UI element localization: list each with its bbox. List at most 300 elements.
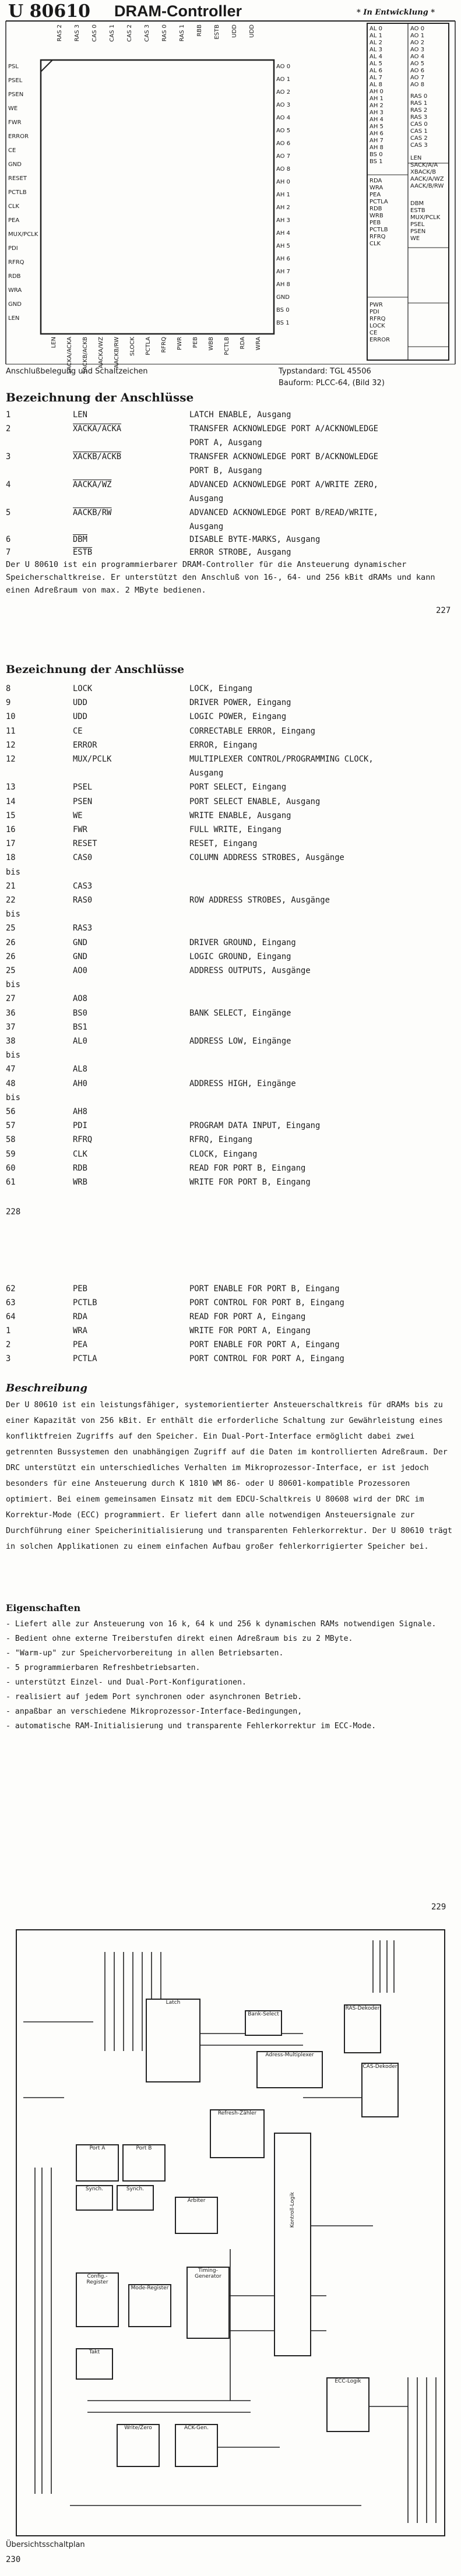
- pin-label: RAS 1: [410, 100, 428, 107]
- pin-label: PCTLA: [369, 199, 388, 205]
- signal-name: RFRQ: [73, 1135, 93, 1145]
- control-logic-block: Kontroll-Logik: [274, 2133, 311, 2356]
- signal-description: RESET, Eingang: [189, 839, 258, 849]
- pin-label: AH 6: [369, 131, 383, 137]
- signal-description: LOGIC POWER, Eingang: [189, 712, 287, 722]
- table-row: [0, 1296, 461, 1310]
- symbol-right-outputs: [410, 26, 449, 242]
- address-mux-block: Adress-Multiplexer: [256, 2051, 323, 2088]
- pins-top: [57, 22, 267, 60]
- pin-label: PEB: [369, 220, 381, 226]
- ack-generator-block: ACK-Gen.: [175, 2424, 218, 2467]
- pin-number: 62: [6, 1284, 16, 1294]
- signal-name: PCTLB: [73, 1298, 97, 1308]
- signal-description: PORT ENABLE FOR PORT A, Eingang: [189, 1340, 340, 1349]
- signal-description: LOCK, Eingang: [189, 684, 252, 693]
- signal-description: ADDRESS OUTPUTS, Ausgänge: [189, 966, 311, 975]
- pin-label: CE: [8, 147, 16, 154]
- pin-label: LEN: [8, 315, 20, 322]
- table-row: [0, 696, 461, 710]
- pin-label: AH 2: [369, 103, 383, 109]
- pin-label: AL 6: [369, 68, 382, 74]
- timing-generator-block: Timing-Generator: [186, 2267, 230, 2339]
- pin-label: AH 8: [369, 145, 383, 151]
- table-row: [0, 1133, 461, 1147]
- pin-label: PSEL: [8, 77, 23, 84]
- pin-number: 1: [6, 1326, 11, 1335]
- table-row: [0, 1091, 461, 1105]
- signal-description: DRIVER GROUND, Eingang: [189, 938, 296, 947]
- pin-label: AO 8: [276, 166, 291, 172]
- pin-label: AO 4: [276, 115, 291, 121]
- signal-description: DRIVER POWER, Eingang: [189, 698, 291, 708]
- description-paragraph: Der U 80610 ist ein leistungsfähiger, systemorientierter Ansteuerschaltkreis für dRAMs bis zu einer Kapazität von 256 kBit. Er enthält die erforderliche Schaltung zur Gewährleistung eines konfliktfreien Zugriffs auf den Speicher. Ein Dual-Port-Interface ermöglicht dabei zwei getrennten Bussystemen den unabhängigen Zugriff auf die Daten im kontrollierten Adreßraum. Der DRC unterstützt ein unterschiedliches Verhalten im Mikroprozessor-Interface, er ist jedoch besonders für eine Ansteuerung durch K 1810 WM 86- oder U 80601-kompatible Prozessoren optimiert. Bei einem gemeinsamen Einsatz mit dem EDCU-Schaltkreis U 80608 wird der DRC im Korrektur-Mode (ECC) programmiert. Er liefert dann alle notwendigen Ansteuersignale zur Durchführung einer Speicherinitialisierung und transparenten Fehlerkorrektur. Der U 80610 trägt in solchen Applikationen zu einem einfachen Aufbau großer fehlerkorrigierter Speicher bei.: [6, 1401, 452, 1551]
- pin-label: CAS 3: [144, 24, 150, 42]
- diagram-caption: Übersichtsschaltplan: [6, 2540, 85, 2549]
- signal-name: PEB: [73, 1284, 87, 1294]
- signal-name: UDD: [73, 712, 87, 722]
- table-row: [0, 921, 461, 936]
- pin-label: PEA: [369, 192, 381, 198]
- pin-number: 18: [6, 853, 16, 863]
- table-row: [0, 1338, 461, 1352]
- pin-label: PSL: [8, 64, 19, 70]
- table-row: [0, 752, 461, 767]
- signal-description: ROW ADDRESS STROBES, Ausgänge: [189, 896, 330, 905]
- pin-label: AACK/A/WZ: [410, 176, 444, 182]
- pin-number: 48: [6, 1079, 16, 1088]
- pin-label: RFRQ: [161, 337, 167, 353]
- pin-label: RDA: [240, 337, 246, 350]
- signal-name: LOCK: [73, 684, 93, 693]
- table-row: Ausgang: [189, 494, 224, 503]
- table-row: [0, 1147, 461, 1162]
- signal-description: WRITE FOR PORT A, Eingang: [189, 1326, 311, 1335]
- pin-label: AO 3: [276, 102, 291, 108]
- signal-name: RAS0: [73, 896, 93, 905]
- signal-name: PEA: [73, 1340, 87, 1349]
- pin-label: AL 3: [369, 47, 382, 53]
- table-row: [0, 780, 461, 795]
- pin-label: AO 6: [410, 68, 425, 74]
- signal-description: BANK SELECT, Eingänge: [189, 1008, 291, 1018]
- table-row: [0, 738, 461, 753]
- pin-number: 25: [6, 924, 16, 933]
- symbol-left-ctrl: [369, 178, 407, 248]
- pin-label: AACKB/RW: [114, 337, 120, 368]
- pin-number: 56: [6, 1107, 16, 1116]
- page-230: [0, 1923, 461, 2575]
- table-row: [0, 766, 461, 781]
- pin-label: CAS 1: [410, 128, 428, 135]
- pin-label: AH 1: [369, 96, 383, 102]
- pin-number: 13: [6, 783, 16, 792]
- table-row: [0, 1077, 461, 1091]
- page-number: 230: [6, 2555, 21, 2564]
- table-row: [0, 1048, 461, 1063]
- latch-block: Latch: [146, 1999, 200, 2082]
- port-b-block: Port B: [122, 2144, 166, 2182]
- signal-name: AH0: [73, 1079, 87, 1088]
- signal-name: AH8: [73, 1107, 87, 1116]
- signal-name: AO8: [73, 994, 87, 1004]
- table-row: [0, 710, 461, 724]
- pin-label: PSEL: [410, 221, 425, 228]
- signal-name: RESET: [73, 839, 97, 849]
- pin-number: 2: [6, 1340, 11, 1349]
- list-item: - anpaßbar an verschiedene Mikroprozessor-Interface-Bedingungen,: [6, 1707, 302, 1716]
- signal-description: FULL WRITE, Eingang: [189, 825, 281, 834]
- pin-label: AO 3: [410, 47, 425, 53]
- pin-label: UDD: [231, 24, 238, 38]
- list-item: - automatische RAM-Initialisierung und transparente Fehlerkorrektur im ECC-Mode.: [6, 1722, 376, 1731]
- signal-name: UDD: [73, 698, 87, 708]
- pin-table-3: [0, 1282, 461, 1375]
- table-row: [0, 1352, 461, 1366]
- table-row: [0, 1119, 461, 1133]
- pin-label: CAS 0: [92, 24, 98, 42]
- section-heading: Beschreibung: [6, 1382, 87, 1394]
- pin-label: RDB: [8, 273, 21, 280]
- table-row: [0, 893, 461, 908]
- pin-label: CAS 3: [410, 142, 428, 149]
- signal-description: CORRECTABLE ERROR, Eingang: [189, 726, 315, 736]
- table-row: Ausgang: [189, 522, 224, 531]
- pin-label: WRA: [369, 185, 383, 191]
- pin-label: RAS 2: [57, 24, 63, 42]
- signal-name: RDB: [73, 1163, 87, 1173]
- signal-name: AO0: [73, 966, 87, 975]
- refresh-block: Refresh-Zähler: [210, 2109, 265, 2158]
- pin-label: PWR: [369, 302, 383, 308]
- pin-number: 25: [6, 966, 16, 975]
- pin-label: AL 4: [369, 54, 382, 60]
- pin-number: 59: [6, 1149, 16, 1159]
- pin-label: PCTLA: [145, 337, 152, 355]
- pin-label: PEB: [192, 337, 199, 348]
- symbol-left-inputs: [369, 26, 407, 165]
- pin-label: AH 5: [369, 124, 383, 130]
- pin-label: AH 3: [369, 110, 383, 116]
- pin-number: 37: [6, 1022, 16, 1032]
- pin-label: AACKA/WZ: [98, 337, 104, 369]
- pin-number: 12: [6, 755, 16, 764]
- signal-name: WRA: [73, 1326, 87, 1335]
- pin-label: RDA: [369, 178, 382, 184]
- pin-label: XBACK/B: [410, 169, 437, 175]
- sync-b-block: Synch.: [117, 2185, 154, 2211]
- page-228: [0, 641, 461, 1217]
- pin-label: AH 3: [276, 217, 290, 224]
- pin-label: AH 8: [276, 281, 290, 288]
- pin-label: PDI: [369, 309, 379, 315]
- signal-description: PORT CONTROL FOR PORT B, Eingang: [189, 1298, 344, 1308]
- table-row: PORT A, Ausgang: [189, 438, 262, 447]
- symbol-left-bottom: [369, 302, 407, 344]
- pin-label: WBB: [208, 337, 214, 351]
- pin-label: RAS 2: [410, 107, 428, 114]
- signal-description: READ FOR PORT A, Eingang: [189, 1312, 306, 1322]
- signal-description: WRITE ENABLE, Ausgang: [189, 810, 291, 820]
- pin-number: 22: [6, 896, 16, 905]
- ras-decoder-block: RAS-Dekoder: [344, 2004, 381, 2053]
- table-row: [0, 1034, 461, 1049]
- clock-block: Takt: [76, 2348, 113, 2380]
- section-heading: Bezeichnung der Anschlüsse: [6, 663, 185, 676]
- signal-description: PROGRAM DATA INPUT, Eingang: [189, 1121, 321, 1131]
- pin-label: SACKA/ACKA: [66, 337, 73, 374]
- pin-number: 8: [6, 684, 11, 693]
- pin-number: 15: [6, 810, 16, 820]
- pin-label: CAS 0: [410, 121, 428, 128]
- pin-label: RAS 3: [410, 114, 428, 121]
- pin-label: RFRQ: [369, 316, 386, 322]
- type-standard: Typstandard: TGL 45506: [279, 367, 371, 376]
- sync-a-block: Synch.: [76, 2185, 113, 2211]
- signal-description: READ FOR PORT B, Eingang: [189, 1163, 306, 1173]
- signal-name: GND: [73, 938, 87, 947]
- pin-label: WRB: [369, 213, 383, 219]
- pin-number: 60: [6, 1163, 16, 1173]
- pin-label: RAS 0: [161, 24, 168, 42]
- pin-number: bis: [6, 867, 20, 877]
- pin-label: AH 7: [276, 269, 290, 275]
- block-diagram: [0, 1923, 461, 2552]
- pin-number: 21: [6, 881, 16, 891]
- pin-label: WRA: [255, 337, 262, 351]
- pin-label: AO 2: [276, 89, 291, 96]
- pin-label: RDB: [369, 206, 382, 212]
- table-row: [0, 682, 461, 696]
- pin-number: 10: [6, 712, 16, 722]
- port-a-block: Port A: [76, 2144, 119, 2182]
- table-row: [0, 1062, 461, 1077]
- pin-label: AO 0: [276, 64, 291, 70]
- signal-name: RAS3: [73, 924, 93, 933]
- pin-label: AH 5: [276, 243, 290, 249]
- pin-label: AO 1: [410, 33, 425, 39]
- pin-label: AACK/B/RW: [410, 183, 444, 189]
- pin-label: MUX/PCLK: [8, 231, 38, 238]
- config-register-block: Config.-Register: [76, 2272, 119, 2327]
- signal-name: AL8: [73, 1065, 87, 1074]
- table-row: [0, 724, 461, 739]
- pin-label: AH 4: [276, 230, 290, 237]
- signal-name: PSEN: [73, 797, 93, 806]
- pin-label: AL 2: [369, 40, 382, 46]
- list-item: - unterstützt Einzel- und Dual-Port-Konfigurationen.: [6, 1678, 247, 1687]
- signal-description: ERROR, Eingang: [189, 740, 258, 750]
- pin-label: BS 0: [369, 151, 383, 158]
- signal-description: LOGIC GROUND, Eingang: [189, 952, 291, 961]
- pin-label: AO 1: [276, 76, 291, 83]
- pin-label: ESTB: [410, 207, 425, 214]
- pin-table-1: [0, 408, 461, 548]
- table-row: [0, 992, 461, 1006]
- list-item: - "Warm-up" zur Speichervorbereitung in allen Betriebsarten.: [6, 1649, 284, 1658]
- pin-label: SACKB/ACKB: [82, 337, 89, 375]
- section-heading: Eigenschaften: [6, 1602, 81, 1613]
- page-number: 227: [436, 606, 451, 615]
- section-heading: Bezeichnung der Anschlüsse: [6, 390, 194, 404]
- arbiter-block: Arbiter: [175, 2197, 218, 2234]
- pin-number: 36: [6, 1008, 16, 1018]
- table-row: [0, 1006, 461, 1021]
- pin-label: WE: [410, 235, 420, 242]
- pin-number: 9: [6, 698, 11, 708]
- pin-label: FWR: [8, 119, 22, 126]
- signal-name: CAS0: [73, 853, 93, 863]
- pin-label: MUX/PCLK: [410, 214, 441, 221]
- pin-number: 61: [6, 1178, 16, 1187]
- signal-name: MUX/PCLK: [73, 755, 112, 764]
- pin-label: AH 2: [276, 205, 290, 211]
- pin-label: AO 5: [276, 128, 291, 134]
- page-number: 229: [431, 1902, 446, 1912]
- table-row: 3 XACKB/ACKB TRANSFER ACKNOWLEDGE PORT B/ACKNOWLEDGE: [6, 452, 378, 461]
- pin-label: GND: [8, 161, 22, 168]
- pin-label: PSEN: [8, 91, 24, 98]
- signal-name: BS1: [73, 1022, 87, 1032]
- pin-label: LEN: [51, 337, 57, 348]
- pin-number: bis: [6, 1051, 20, 1060]
- signal-name: FWR: [73, 825, 87, 834]
- pin-label: DBM: [410, 200, 424, 207]
- table-row: [0, 907, 461, 922]
- pin-label: AO 0: [410, 26, 425, 32]
- pin-number: bis: [6, 1093, 20, 1102]
- signal-name: CE: [73, 726, 83, 736]
- signal-description: PORT ENABLE FOR PORT B, Eingang: [189, 1284, 340, 1294]
- write-zero-block: Write/Zero: [117, 2424, 160, 2467]
- signal-name: GND: [73, 952, 87, 961]
- cas-decoder-block: CAS-Dekoder: [361, 2063, 399, 2117]
- table-row: 1 LEN LATCH ENABLE, Ausgang: [6, 410, 291, 420]
- pin-label: GND: [8, 301, 22, 308]
- table-row: [0, 950, 461, 964]
- list-item: - Liefert alle zur Ansteuerung von 16 k, 64 k und 256 k dynamischen RAMs notwendigen Signale.: [6, 1620, 437, 1629]
- signal-name: WRB: [73, 1178, 87, 1187]
- pin-label: PCTLB: [224, 337, 230, 355]
- pin-number: 16: [6, 825, 16, 834]
- pin-number: 17: [6, 839, 16, 849]
- signal-description: ADDRESS LOW, Eingänge: [189, 1037, 291, 1046]
- pins-right: [276, 64, 311, 338]
- pin-label: AL 7: [369, 75, 382, 81]
- pin-label: BS 1: [369, 158, 383, 165]
- status-label: * In Entwicklung *: [357, 8, 435, 17]
- pins-left: [8, 64, 41, 332]
- signal-name: WE: [73, 810, 83, 820]
- pin-label: ERROR: [8, 133, 29, 140]
- pin-label: RBB: [196, 24, 203, 37]
- table-row: 5 AACKB/RW ADVANCED ACKNOWLEDGE PORT B/READ/WRITE,: [6, 508, 378, 517]
- pin-label: WE: [8, 105, 18, 112]
- pin-label: BS 1: [276, 320, 290, 326]
- signal-name: BS0: [73, 1008, 87, 1018]
- page-number: 228: [6, 1207, 21, 1217]
- signal-name: RDA: [73, 1312, 87, 1322]
- signal-name: CAS3: [73, 881, 93, 891]
- signal-description: PORT SELECT, Eingang: [189, 783, 287, 792]
- pin-label: AH 6: [276, 256, 290, 262]
- table-row: [0, 1324, 461, 1338]
- ecc-logic-block: ECC-Logik: [326, 2377, 369, 2432]
- pin-number: 26: [6, 952, 16, 961]
- intro-paragraph: Der U 80610 ist ein programmierbarer DRAM-Controller für die Ansteuerung dynamischer Speicherschaltkreise. Er unterstützt den Anschluß von 16-, 64- und 256 kBit dRAMs und kann einen Adreßraum von max. 2 MByte bedienen.: [6, 560, 435, 595]
- table-row: PORT B, Ausgang: [189, 466, 262, 475]
- pin-label: PEA: [8, 217, 20, 224]
- pin-label: LOCK: [369, 323, 385, 329]
- pin-label: GND: [276, 294, 290, 301]
- bank-select-block: Bank-Select: [245, 2010, 282, 2036]
- pin-label: AO 2: [410, 40, 425, 46]
- table-row: 7 ESTB ERROR STROBE, Ausgang: [6, 548, 291, 557]
- pin-label: RFRQ: [369, 234, 386, 240]
- pin-number: 3: [6, 1354, 11, 1363]
- table-row: [0, 936, 461, 950]
- table-row: [0, 809, 461, 823]
- pin-label: PCTLB: [369, 227, 388, 233]
- signal-description: COLUMN ADDRESS STROBES, Ausgänge: [189, 853, 344, 863]
- pin-label: ERROR: [369, 337, 390, 343]
- table-row: [0, 851, 461, 865]
- pin-label: CLK: [369, 241, 381, 247]
- pin-label: AL 1: [369, 33, 382, 39]
- pin-number: 58: [6, 1135, 16, 1145]
- table-row: [0, 837, 461, 851]
- signal-description: MULTIPLEXER CONTROL/PROGRAMMING CLOCK,: [189, 755, 374, 764]
- pin-label: CAS 2: [126, 24, 133, 42]
- pin-label: AO 5: [410, 61, 425, 67]
- pin-number: 12: [6, 740, 16, 750]
- pin-label: SLOCK: [129, 337, 136, 356]
- pin-label: ESTB: [214, 24, 220, 40]
- pin-label: PCTLB: [8, 189, 27, 196]
- pin-label: AL 0: [369, 26, 382, 32]
- feature-list: [6, 1617, 456, 1733]
- pin-label: AO 4: [410, 54, 425, 60]
- signal-description: PORT CONTROL FOR PORT A, Eingang: [189, 1354, 344, 1363]
- chip-name: DRAM-Controller: [114, 2, 242, 20]
- pin-number: bis: [6, 980, 20, 990]
- table-row: [0, 1161, 461, 1176]
- pin-label: AL 8: [369, 82, 382, 88]
- pin-label: PDI: [8, 245, 18, 252]
- pin-number: 63: [6, 1298, 16, 1308]
- pin-label: RAS 0: [410, 93, 428, 100]
- signal-description: PORT SELECT ENABLE, Ausgang: [189, 797, 321, 806]
- figure-caption: Anschlußbelegung und Schaltzeichen: [6, 367, 148, 376]
- pin-label: PWR: [177, 337, 183, 350]
- pin-label: RFRQ: [8, 259, 24, 266]
- pin-label: AO 8: [410, 82, 425, 88]
- pin-number: 57: [6, 1121, 16, 1131]
- page-229: [0, 1253, 461, 1912]
- pin-number: 26: [6, 938, 16, 947]
- table-row: 6 $\overline{DBM}$ DISABLE BYTE-MARKS, Ausgang: [6, 535, 321, 544]
- pin-number: 64: [6, 1312, 16, 1322]
- signal-description: WRITE FOR PORT B, Eingang: [189, 1178, 311, 1187]
- pin-label: CAS 1: [109, 24, 115, 42]
- signal-description: RFRQ, Eingang: [189, 1135, 252, 1145]
- pin-label: AL 5: [369, 61, 382, 67]
- pin-label: AO 7: [276, 153, 291, 160]
- pin-label: AO 7: [410, 75, 425, 81]
- pin-label: CE: [369, 330, 378, 336]
- table-row: [0, 1105, 461, 1119]
- pin-number: 27: [6, 994, 16, 1004]
